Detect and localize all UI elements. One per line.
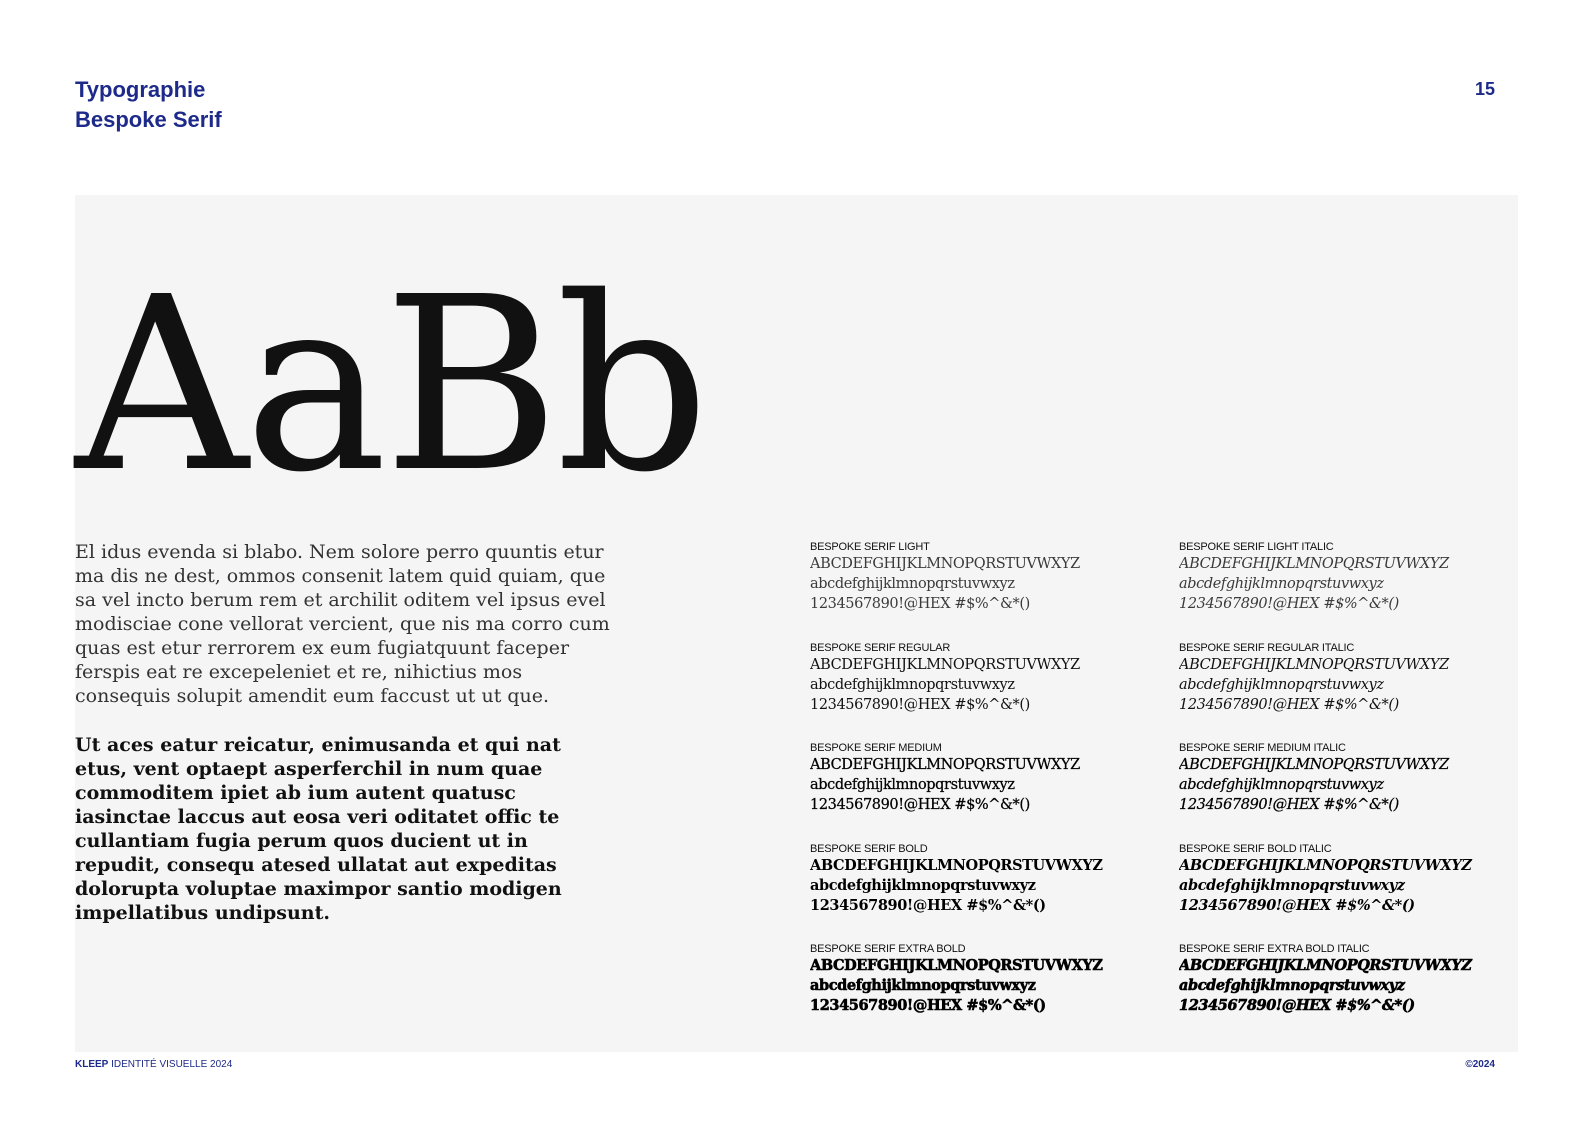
glyph-specimen: AaBb: [75, 245, 706, 525]
style-digits: 1234567890!@HEX #$%^&*(): [810, 596, 1030, 612]
style-lowercase: abcdefghijklmnopqrstuvwxyz: [1179, 977, 1405, 994]
style-uppercase: ABCDEFGHIJKLMNOPQRSTUVWXYZ: [810, 556, 1080, 572]
footer-brand: KLEEP: [75, 1059, 109, 1070]
style-uppercase: ABCDEFGHIJKLMNOPQRSTUVWXYZ: [1179, 656, 1449, 673]
style-light-italic: [1179, 540, 1510, 641]
style-lowercase: abcdefghijklmnopqrstuvwxyz: [1179, 576, 1384, 592]
style-lowercase: abcdefghijklmnopqrstuvwxyz: [810, 876, 1036, 894]
style-uppercase: ABCDEFGHIJKLMNOPQRSTUVWXYZ: [1179, 556, 1449, 572]
style-digits: 1234567890!@HEX #$%^&*(): [810, 797, 1030, 813]
style-regular: [810, 641, 1179, 742]
font-styles-grid: [810, 540, 1510, 1043]
specimen-panel: [75, 195, 1518, 1052]
style-digits: 1234567890!@HEX #$%^&*(): [810, 896, 1046, 914]
regular-paragraph: El idus evenda si blabo. Nem solore perro quuntis etur ma dis ne dest, ommos consenit latem quid quiam, que sa vel incto berum rem et archilit oditem vel ipsus evel modisciae cone vellorat vercient, que nis ma corro cum quas est etur rerrorem ex eum fugiatquunt faceper ferspis eat re excepeleniet et re, nihictius mos consequis solupit amendit eum faccust ut ut que.: [75, 541, 610, 707]
style-label: BESPOKE SERIF BOLD ITALIC: [1179, 842, 1332, 855]
style-uppercase: ABCDEFGHIJKLMNOPQRSTUVWXYZ: [810, 856, 1103, 874]
style-label: BESPOKE SERIF BOLD: [810, 842, 928, 855]
style-uppercase: ABCDEFGHIJKLMNOPQRSTUVWXYZ: [810, 656, 1080, 673]
page-number: 15: [1474, 79, 1495, 99]
style-lowercase: abcdefghijklmnopqrstuvwxyz: [810, 777, 1015, 793]
style-lowercase: abcdefghijklmnopqrstuvwxyz: [810, 676, 1015, 693]
style-light: [810, 540, 1179, 641]
style-label: BESPOKE SERIF LIGHT ITALIC: [1179, 541, 1334, 553]
page-title: Typographie: [75, 77, 206, 102]
style-regular-italic: [1179, 641, 1510, 742]
style-digits: 1234567890!@HEX #$%^&*(): [1179, 997, 1415, 1014]
style-label: BESPOKE SERIF EXTRA BOLD: [810, 943, 966, 955]
style-lowercase: abcdefghijklmnopqrstuvwxyz: [1179, 876, 1405, 894]
style-lowercase: abcdefghijklmnopqrstuvwxyz: [1179, 777, 1384, 793]
style-digits: 1234567890!@HEX #$%^&*(): [810, 997, 1046, 1014]
style-uppercase: ABCDEFGHIJKLMNOPQRSTUVWXYZ: [1179, 757, 1449, 773]
style-extra-bold-italic: [1179, 942, 1510, 1043]
style-uppercase: ABCDEFGHIJKLMNOPQRSTUVWXYZ: [810, 957, 1103, 974]
style-medium: [810, 741, 1179, 842]
footer-edition: IDENTITÉ VISUELLE 2024: [111, 1059, 233, 1070]
style-label: BESPOKE SERIF REGULAR ITALIC: [1179, 641, 1355, 654]
style-label: BESPOKE SERIF MEDIUM: [810, 742, 942, 754]
style-label: BESPOKE SERIF MEDIUM ITALIC: [1179, 742, 1346, 754]
style-digits: 1234567890!@HEX #$%^&*(): [1179, 896, 1415, 914]
style-extra-bold: [810, 942, 1179, 1043]
style-medium-italic: [1179, 741, 1510, 842]
style-lowercase: abcdefghijklmnopqrstuvwxyz: [810, 576, 1015, 592]
style-digits: 1234567890!@HEX #$%^&*(): [1179, 797, 1399, 813]
style-uppercase: ABCDEFGHIJKLMNOPQRSTUVWXYZ: [810, 757, 1080, 773]
style-digits: 1234567890!@HEX #$%^&*(): [1179, 596, 1399, 612]
style-uppercase: ABCDEFGHIJKLMNOPQRSTUVWXYZ: [1179, 957, 1472, 974]
style-lowercase: abcdefghijklmnopqrstuvwxyz: [810, 977, 1036, 994]
style-digits: 1234567890!@HEX #$%^&*(): [810, 696, 1030, 713]
style-uppercase: ABCDEFGHIJKLMNOPQRSTUVWXYZ: [1179, 856, 1472, 874]
style-label: BESPOKE SERIF REGULAR: [810, 641, 951, 654]
style-bold: [810, 842, 1179, 943]
footer-credit: [75, 1058, 232, 1072]
style-label: BESPOKE SERIF EXTRA BOLD ITALIC: [1179, 943, 1370, 955]
style-digits: 1234567890!@HEX #$%^&*(): [1179, 696, 1399, 713]
page-subtitle: Bespoke Serif: [75, 107, 222, 132]
style-label: BESPOKE SERIF LIGHT: [810, 541, 930, 553]
bold-paragraph: Ut aces eatur reicatur, enimusanda et qui nat etus, vent optaept asperferchil in num quae commoditem ipiet ab ium autent quatusc iasinctae laccus aut eosa veri oditatet offic te cullantiam fugia perum quos ducient ut in repudit, consequ atesed ullatat aut expeditas dolorupta voluptae maximpor santio modigen impellatibus undipsunt.: [75, 734, 562, 924]
footer-copyright: ©2024: [1465, 1059, 1495, 1070]
style-lowercase: abcdefghijklmnopqrstuvwxyz: [1179, 676, 1384, 693]
style-bold-italic: [1179, 842, 1510, 943]
